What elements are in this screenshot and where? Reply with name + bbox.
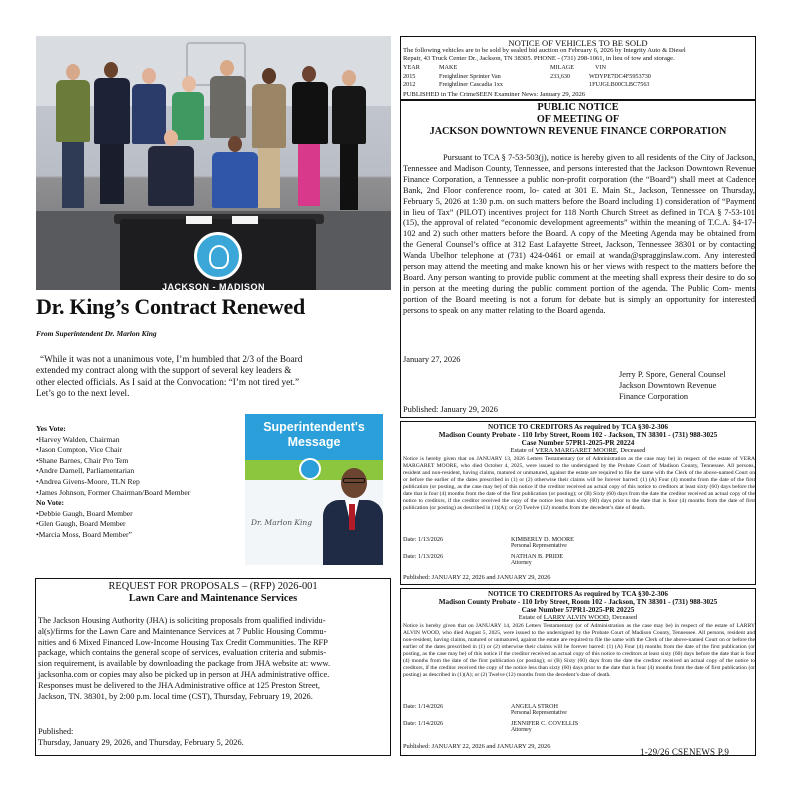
card-title-line: Superintendent's bbox=[263, 420, 365, 434]
yes-vote-label: Yes Vote: bbox=[36, 424, 66, 433]
signature-line: Jerry P. Spore, General Counsel bbox=[619, 370, 726, 379]
rfp-line: al(s)/firms for the Lawn Care and Maintenance Services at 7 Public Housing Commu- bbox=[38, 626, 327, 636]
signer-date: Date: 1/14/2026 bbox=[403, 720, 444, 727]
superintendent-message-card bbox=[245, 414, 383, 565]
meeting-body bbox=[403, 153, 755, 317]
creditors-line: received an actual copy of the notice to creditors, if the creditor received the copy of the notice less than sixty (60) days prior bbox=[403, 491, 755, 505]
meeting-line: on such matters before the Board including 1) consideration of “Payment in lieu of Tax” bbox=[403, 196, 755, 217]
estate-suffix: , Deceased bbox=[608, 614, 638, 621]
article-quote bbox=[36, 354, 392, 400]
rfp-subtitle: Lawn Care and Maintenance Services bbox=[128, 593, 298, 604]
vehicles-intro-line: The following vehicles are to be sold by sealed bid auction on February 6, 2026 by Integrity Auto & Diesel bbox=[403, 47, 686, 54]
vehicles-intro bbox=[403, 47, 755, 63]
estate-suffix: , Deceased bbox=[616, 447, 646, 454]
quote-line: other elected officials. As I said at the Convocation: “I’m not tired yet.” bbox=[36, 376, 300, 387]
school-badge-icon bbox=[299, 458, 321, 480]
creditors-line: (2) otherwise their claims will be forever barred: (1) (A) Four (4) months from the date of the first publication (or posting, as bbox=[403, 644, 755, 658]
meeting-heading: JACKSON DOWNTOWN REVENUE FINANCE CORPORATION bbox=[429, 126, 727, 137]
vote-item: •Glen Gaugh, Board Member bbox=[36, 519, 126, 529]
creditors-line: as the case may be) of this notice if the creditor received an actual copy of this notice to creditors at least sixty (60) days before bbox=[457, 484, 749, 491]
cell-mileage: 233,630 bbox=[550, 73, 571, 80]
creditors-line: of the estate of LARRY ALVIN WOOD, who died August 5, 2025, were issued to the undersigned by the Probate Court of bbox=[403, 623, 755, 637]
cell-make: Freightliner Cascadia 1xx bbox=[439, 81, 503, 88]
col-make: MAKE bbox=[439, 64, 458, 71]
creditors-line: or (2) otherwise their claims will be forever barred: (1) (A) Four (4) months from the date of the first publication (or posting, bbox=[403, 477, 755, 491]
meeting-line: (PILOT) incentives project for 118 North Church Street as defined in TCA § 7-53-101 bbox=[456, 207, 755, 217]
meeting-signature bbox=[619, 369, 726, 402]
article-byline: From Superintendent Dr. Marlon King bbox=[36, 329, 157, 338]
creditors-notice bbox=[400, 421, 756, 585]
vote-list bbox=[36, 424, 246, 541]
vehicles-published: PUBLISHED in The CrimeSEEN Examiner News: January 29, 2026 bbox=[403, 91, 586, 98]
cell-vin: 1FUJGLB00CLBC7563 bbox=[589, 81, 650, 88]
cell-vin: WDYPE7DC4F5953730 bbox=[589, 73, 651, 80]
estate-name: LARRY ALVIN WOOD bbox=[543, 614, 609, 621]
rfp-published-label: Published: bbox=[38, 727, 74, 736]
rfp-line: The Jackson Housing Authority (JHA) is soliciting proposals from qualified individu- bbox=[38, 616, 326, 625]
rfp-published-dates: Thursday, January 29, 2026, and Thursday, February 5, 2026. bbox=[38, 738, 244, 747]
rfp-line: nities and 6 Mixed Financed Low-Income Housing Tax Credit Communities. The RFP bbox=[38, 637, 328, 647]
vote-item: •Marcia Moss, Board Member” bbox=[36, 529, 132, 539]
estate-prefix: Estate of bbox=[510, 447, 536, 454]
rfp-body bbox=[38, 616, 390, 702]
school-seal-icon bbox=[194, 232, 242, 280]
vote-item: •James Johnson, Former Chairman/Board Member bbox=[36, 487, 191, 497]
meeting-date: January 27, 2026 bbox=[403, 355, 461, 364]
creditors-heading: NOTICE TO CREDITORS As required by TCA §30-2-306 bbox=[488, 423, 668, 431]
creditors-body bbox=[403, 456, 755, 512]
creditors-case-number: Case Number 57PR1-2025-PR 20225 bbox=[521, 606, 635, 614]
vote-item: •Debbie Gaugh, Board Member bbox=[36, 508, 133, 518]
creditors-line: the date that is four (4) months from the date of the first publication (or posting); or (B) Sixty (60) days from the date the creditor bbox=[403, 651, 755, 665]
rfp-notice bbox=[35, 578, 391, 756]
creditors-published: Published: JANUARY 22, 2026 and JANUARY 29, 2026 bbox=[403, 574, 551, 581]
creditors-estate bbox=[401, 614, 755, 622]
signer-name: JENNIFER C. COVELLIS bbox=[511, 720, 579, 727]
meeting-line: cated at 301 E. Main St., Jackson, Tennessee on Thursday, February 5, 2026 at 1:30 p.m. bbox=[403, 185, 755, 206]
signer-role: Personal Representative bbox=[511, 710, 567, 716]
meeting-heading: PUBLIC NOTICE bbox=[537, 102, 619, 113]
meeting-line: Agenda may be obtained from the General Counsel’s office at 312 East Lafayette Street, bbox=[403, 229, 756, 250]
vehicles-title: NOTICE OF VEHICLES TO BE SOLD bbox=[508, 38, 648, 48]
vote-item: •Andre Darnell, Parliamentarian bbox=[36, 466, 135, 476]
meeting-line: City of Jackson, Tennessee and Madison County, Tennessee, and persons interested that bbox=[403, 153, 755, 173]
signer-name: KIMBERLY D. MOORE bbox=[511, 536, 574, 543]
creditors-line: to the date that is four (4) months from the date of first publication (or posting) as described in (1)(A); or (2) Twelve (12) bbox=[403, 665, 755, 679]
vehicles-intro-line: Repair, 43 Truck Center Dr., Jackson, TN 38305. PHONE - (731) 298-1061, in lieu of tow and storage. bbox=[403, 55, 675, 63]
signer-role: Attorney bbox=[511, 727, 532, 733]
creditors-line: months from the decedent’s date of death. bbox=[551, 505, 646, 512]
portrait-glasses-icon bbox=[343, 478, 365, 483]
creditors-court: Madison County Probate - 110 Irby Street, Room 102 - Jackson, TN 38301 - (731) 988-3025 bbox=[438, 598, 718, 606]
photo-paper bbox=[232, 216, 258, 224]
signature-line: Jackson Downtown Revenue bbox=[619, 381, 717, 390]
signer-date: Date: 1/13/2026 bbox=[403, 553, 444, 560]
creditors-line: Court of Madison County, Tennessee. All persons, resident and non-resident, having claims, matured or unmatured, against the bbox=[403, 463, 755, 477]
meeting-line: Jackson, Tennessee 38301 or by contacting Wanda Ubelhor telephone at (731) 424-0461 bbox=[403, 240, 755, 261]
meeting-line: or email at wanda@spragginslaw.com. Any interested person may attend the meeting and bbox=[403, 251, 755, 272]
card-signature: Dr. Marlon King bbox=[251, 518, 313, 527]
cell-year: 2015 bbox=[403, 73, 416, 80]
creditors-case-number: Case Number 57PR1-2025-PR 20224 bbox=[521, 439, 635, 447]
meeting-line: corporation (the “Board”) shall meet at Cadence Bank, 2nd Floor conference room, lo- bbox=[403, 174, 755, 195]
vote-item: •Andrea Givens-Moore, TLN Rep bbox=[36, 476, 140, 486]
creditors-line: Madison County, Tennessee. All persons, resident and non-resident, having claims, matured or unmatured, against the estate bbox=[403, 630, 755, 644]
meeting-line: wanting to provide public comment at the meeting shall express their desire to do so in bbox=[403, 272, 756, 293]
rfp-line: package, which contains the general scope of services, evaluation criteria and submis- bbox=[38, 648, 327, 658]
meeting-published: Published: January 29, 2026 bbox=[403, 405, 498, 414]
meeting-line: for interested persons to speak on any matter relating to the Board agenda. bbox=[403, 294, 755, 315]
meeting-line: T.C.A. §4-17-102 and 2) such other matters before the Board. A copy of the Meeting bbox=[403, 218, 755, 239]
signer-role: Attorney bbox=[511, 560, 532, 566]
board-photo bbox=[36, 36, 391, 290]
photo-paper bbox=[186, 216, 212, 224]
portrait-head bbox=[341, 468, 367, 498]
meeting-line: person at the meeting during the public comment portion of the agenda. The Public Com- bbox=[412, 283, 735, 293]
creditors-line: to the date that is four (4) months from the date of first publication (or posting) as described in (1)(A); or (2) Twelve (12) bbox=[403, 498, 755, 512]
creditors-line: Notice is hereby given that on JANUARY 14, 2026 Letters Testamentary (or of Administration as the case may be) in respect bbox=[403, 623, 700, 629]
rfp-line: Jackson, TN. 38301, by 2:00 p.m. local time (CST), Thursday, February 19, 2026. bbox=[38, 691, 313, 701]
creditors-line: are required to file the same with the Clerk of the above-named Court on or before the earlier of the dates prescribed in (1) or bbox=[403, 637, 756, 651]
vote-item: •Harvey Walden, Chairman bbox=[36, 434, 120, 444]
creditors-published: Published: JANUARY 22, 2026 and JANUARY 29, 2026 bbox=[403, 743, 551, 750]
signer-date: Date: 1/14/2026 bbox=[403, 703, 444, 710]
signer-date: Date: 1/13/2026 bbox=[403, 536, 444, 543]
creditors-line: the date that is four (4) months from the date of the first publication (or posting); or (B) Sixty (60) days from the date the creditor bbox=[403, 484, 755, 498]
meeting-notice bbox=[400, 100, 756, 418]
signer-name: NATHAN B. PRIDE bbox=[511, 553, 564, 560]
estate-name: VERA MARGARET MOORE bbox=[535, 447, 617, 454]
meeting-heading: OF MEETING OF bbox=[536, 114, 620, 125]
creditors-line: months from the decedent’s date of death. bbox=[517, 672, 611, 679]
signer-role: Personal Representative bbox=[511, 543, 567, 549]
rfp-title: REQUEST FOR PROPOSALS – (RFP) 2026-001 bbox=[108, 581, 318, 592]
estate-prefix: Estate of bbox=[518, 614, 544, 621]
creditors-line: the case may be) of this notice if the creditor received an actual copy of this notice to creditors at least sixty (60) days before bbox=[428, 651, 712, 658]
creditors-estate bbox=[401, 447, 755, 455]
seal-text: JACKSON - MADISON bbox=[161, 282, 265, 290]
signer-row bbox=[403, 536, 574, 549]
quote-line: “While it was not a unanimous vote, I’m humbled that 2/3 of the Board bbox=[40, 354, 303, 364]
cell-make: Freightliner Sprinter Van bbox=[439, 73, 501, 80]
card-title bbox=[245, 420, 383, 450]
meeting-line: Pursuant to TCA § 7-53-503(j), notice is hereby given to all residents of the bbox=[443, 153, 701, 162]
quote-line: Let’s go to the next level. bbox=[36, 388, 130, 399]
rfp-line: sion requirement, is available by downloading the package from JHA website at: www. bbox=[38, 659, 331, 669]
signer-row bbox=[403, 720, 579, 733]
creditors-heading: NOTICE TO CREDITORS As required by TCA §30-2-306 bbox=[488, 590, 668, 598]
article-headline: Dr. King’s Contract Renewed bbox=[36, 294, 305, 319]
rfp-line: jacksonha.com or copies may also be picked up in person at JHA administrative office. bbox=[38, 669, 330, 679]
meeting-line: (15), the approval of related “economic development agreements” within the meaning of bbox=[403, 218, 708, 228]
creditors-notice bbox=[400, 588, 756, 756]
card-title-line: Message bbox=[287, 435, 341, 449]
rfp-line: Responses must be delivered to the JHA Administrative office at 125 Preston Street, bbox=[38, 680, 320, 690]
no-vote-label: No Vote: bbox=[36, 498, 65, 508]
vote-item: •Shane Barnes, Chair Pro Tem bbox=[36, 455, 129, 465]
signature-line: Finance Corporation bbox=[619, 392, 689, 401]
col-year: YEAR bbox=[403, 64, 420, 71]
portrait-tie bbox=[349, 504, 355, 530]
signer-row bbox=[403, 703, 567, 716]
meeting-line: ments portion of the Board meeting is not a forum for debate but is simply an opportunity bbox=[403, 283, 755, 304]
creditors-body bbox=[403, 623, 755, 679]
col-mileage: MILAGE bbox=[550, 64, 575, 71]
meeting-line: make known his or her views with respect to the matters before the Board. Any person bbox=[403, 262, 755, 282]
creditors-line: received an actual copy of the notice to creditors, if the creditor received the copy of the notice less than sixty (60) days prior bbox=[403, 658, 755, 672]
signer-name: ANGELA STROH bbox=[511, 703, 558, 710]
quote-line: extended my contract along with the support of several key leaders & bbox=[36, 365, 292, 376]
page-footer: 1-29/26 CSENEWS P.9 bbox=[640, 747, 730, 757]
cell-year: 2012 bbox=[403, 81, 416, 88]
vehicles-notice bbox=[400, 36, 756, 100]
col-vin: VIN bbox=[595, 64, 606, 71]
vote-item: •Jason Compton, Vice Chair bbox=[36, 445, 123, 455]
creditors-court: Madison County Probate - 110 Irby Street, Room 102 - Jackson, TN 38301 - (731) 988-3025 bbox=[438, 431, 718, 439]
signer-row bbox=[403, 553, 564, 566]
creditors-line: of the estate of VERA MARGARET MOORE, who died October 4, 2025, were issued to the undersigned by the Probate bbox=[403, 456, 755, 470]
meeting-line: the Jackson Downtown Revenue Finance Corporation, a Tennessee a public non-profit bbox=[403, 163, 755, 184]
creditors-line: estate are required to file the same with the Clerk of the above-named Court on or before the earlier of the dates prescribed in (1) bbox=[403, 470, 755, 484]
creditors-line: Notice is hereby given that on JANUARY 13, 2026 Letters Testamentary (or of Administration as the case may be) in respect bbox=[403, 456, 703, 462]
